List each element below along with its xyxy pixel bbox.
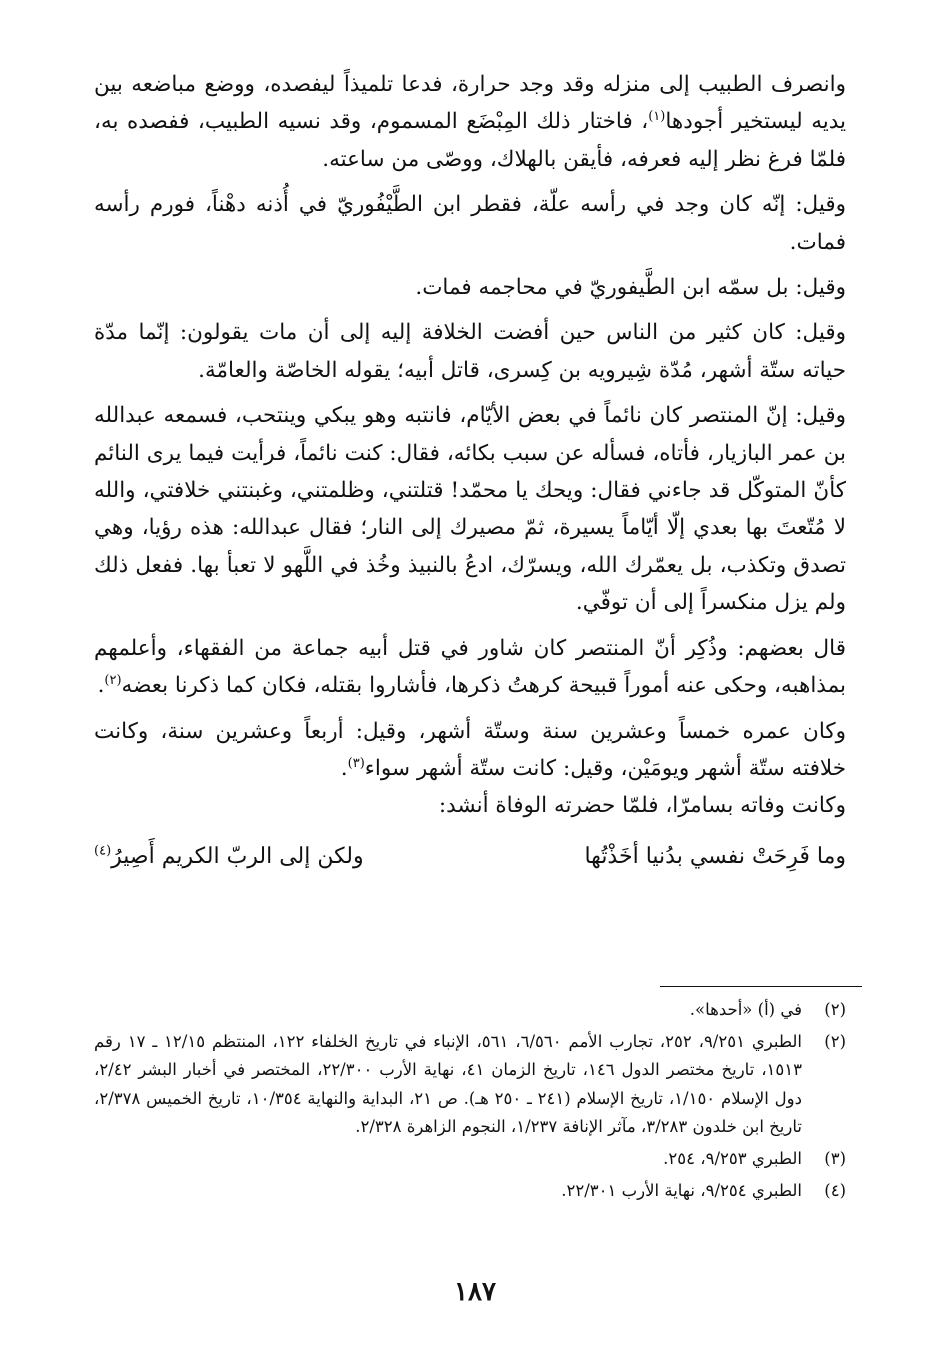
footnote-item — [94, 1177, 846, 1206]
paragraph-text-cont: . — [97, 673, 105, 699]
footnote-text: الطبري ٩/٢٥١، ٢٥٢، تجارب الأمم ٦/٥٦٠، ٥٦١، الإنباء في تاريخ الخلفاء ١٢٢، المنتظم ١٢/١٥ ـ ١٧ رقم ١٥١٣، تاريخ مختصر الدول ١٤٦، تاريخ الزمان ٤١، نهاية الأرب ٢٢/٣٠٠، المختصر في أخبار البشر ٢/٤٢، دول الإسلام ١/١٥٠، تاريخ الإسلام (٢٤١ ـ ٢٥٠ هـ). ص ٢١، البداية والنهاية ١٠/٣٥٤، تاريخ الخميس ٢/٣٧٨، تاريخ ابن خلدون ٣/٢٨٣، مآثر الإنافة ١/٢٣٧، النجوم الزاهرة ٢/٣٢٨. — [94, 1031, 802, 1137]
page-number: ١٨٧ — [454, 1277, 496, 1307]
footnote-text: الطبري ٩/٢٥٤، نهاية الأرب ٢٢/٣٠١. — [561, 1180, 802, 1200]
verse-second-hemistich: ولكن إلى الربّ الكريم أَصِيرُ — [111, 843, 364, 869]
footnote-ref[interactable]: (٤) — [94, 843, 112, 859]
footnote-number: (٣) — [824, 1148, 846, 1168]
paragraph-text-cont: ، فاختار ذلك المِبْضَع المسموم، وقد نسيه الطبيب، ففصده به، فلمّا فرغ نظر إليه فعرفه، فأيقن بالهلاك، ووصّى من ساعته. — [94, 109, 846, 172]
verse-second-hemistich-wrap — [94, 837, 364, 877]
paragraph-7 — [94, 713, 846, 788]
footnote-item — [94, 1028, 846, 1142]
footnote-number: (٢) — [824, 1000, 846, 1019]
paragraph-4: وقيل: كان كثير من الناس حين أفضت الخلافة إليه إلى أن مات يقولون: إنّما مدّة حياته ستّة أشهر، مُدّة شِيرويه بن كِسرى، قاتل أبيه؛ يقوله الخاصّة والعامّة. — [94, 320, 846, 383]
paragraph-1 — [94, 66, 846, 178]
paragraph-2: وقيل: إنّه كان وجد في رأسه علّة، فقطر ابن الطَّيْفُوريّ في أُذنه دهْناً، فورم رأسه فمات. — [94, 192, 846, 255]
paragraph-3: وقيل: بل سمّه ابن الطَّيفوريّ في محاجمه فمات. — [415, 275, 846, 301]
paragraph-5: وقيل: إنّ المنتصر كان نائماً في بعض الأيّام، فانتبه وهو يبكي وينتحب، فسمعه عبدالله بن عمر البازيار، فأتاه، فسأله عن سبب بكائه، فقال: كنت نائماً، فرأيت فيما يرى النائم كأنّ المتوكّل قد جاءني فقال: ويحك يا محمّد! قتلتني، وظلمتني، وغبنتني خلافتي، والله لا مُتّعتَ بها بعدي إلّا أيّاماً يسيرة، ثمّ مصيرك إلى النار؛ فقال عبدالله: هذه رؤيا، وهي تصدق وتكذب، بل يعمّرك الله، ويسرّك، ادعُ بالنبيذ وخُذ في اللَّهو لا تعبأ بها. ففعل ذلك ولم يزل منكسراً إلى أن توفّي. — [94, 403, 846, 616]
paragraph-text-cont: . — [340, 755, 348, 781]
footnote-ref[interactable]: (٢) — [104, 672, 122, 688]
paragraph-6 — [94, 630, 846, 705]
footnote-ref[interactable]: (١) — [648, 109, 666, 125]
paragraph-text: وانصرف الطبيب إلى منزله وقد وجد حرارة، فدعا تلميذاً ليفصده، ووضع مباضعه بين يديه ليستخير أجودها — [94, 72, 847, 135]
footnote-ref[interactable]: (٣) — [347, 755, 365, 771]
footnote-item — [94, 1145, 846, 1174]
footnote-number: (٢) — [824, 1031, 846, 1051]
footnote-text: في (أ) «أحدها». — [689, 1000, 802, 1019]
footnote-item — [94, 996, 846, 1025]
paragraph-text: وكان عمره خمساً وعشرين سنة وستّة أشهر، وقيل: أربعاً وعشرين سنة، وكانت خلافته ستّة أشهر ويومَيْن، وقيل: كانت ستّة أشهر سواء — [94, 718, 846, 781]
paragraph-8: وكانت وفاته بسامرّا، فلمّا حضرته الوفاة أنشد: — [438, 793, 846, 819]
verse-first-hemistich: وما فَرِحَتْ نفسي بدُنيا أخَذْتُها — [584, 843, 846, 869]
main-text — [94, 66, 846, 877]
paragraph-text: قال بعضهم: وذُكِر أنّ المنتصر كان شاور في قتل أبيه جماعة من الفقهاء، وأعلمهم بمذاهبه، وحكى عنه أموراً قبيحة كرهتُ ذكرها، فأشاروا بقتله، فكان كما ذكرنا بعضه — [94, 635, 846, 699]
footnotes — [94, 996, 846, 1208]
footnote-number: (٤) — [824, 1180, 846, 1200]
poem-verse — [94, 837, 846, 877]
footnote-text: الطبري ٩/٢٥٣، ٢٥٤. — [663, 1148, 802, 1168]
footnote-separator — [660, 986, 862, 987]
